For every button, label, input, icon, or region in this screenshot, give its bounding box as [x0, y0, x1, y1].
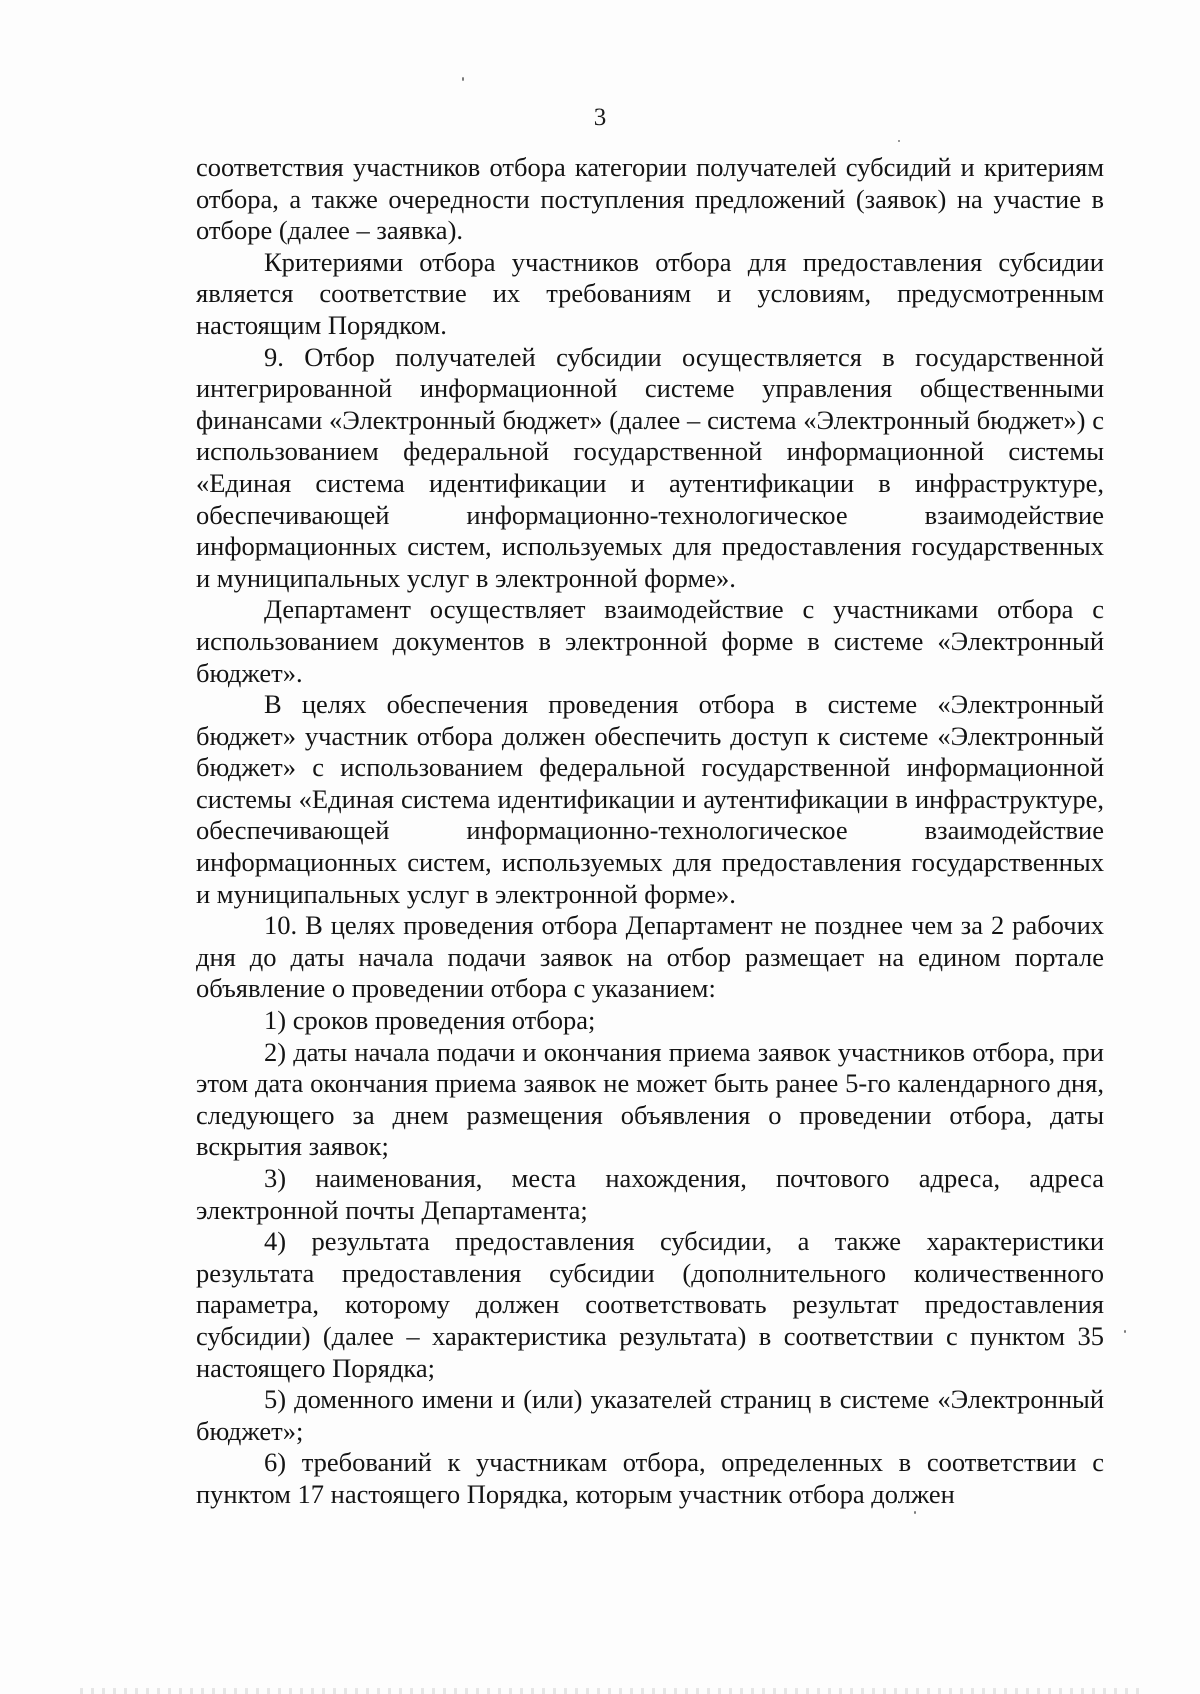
list-item-5: 5) доменного имени и (или) указателей страниц в системе «Электронный бюджет»;: [196, 1384, 1104, 1446]
page-number: 3: [593, 104, 607, 131]
paragraph-3: 9. Отбор получателей субсидии осуществляется в государственной интегрированной информационной системе управления общественными финансами «Электронный бюджет» (далее – система «Электронный бюджет») с использованием федеральной государственной информационной системы «Единая система идентификации и аутентификации в инфраструктуре, обеспечивающей информационно-технологическое взаимодействие информационных систем, используемых для предоставления государственных и муниципальных услуг в электронной форме».: [196, 341, 1104, 593]
scan-speck: [462, 77, 464, 81]
document-body: [196, 152, 1104, 1511]
scan-speck: [1124, 1330, 1126, 1333]
paragraph-4: Департамент осуществляет взаимодействие с участниками отбора с использованием документов в электронной форме в системе «Электронный бюджет».: [196, 594, 1104, 688]
paragraph-5: В целях обеспечения проведения отбора в системе «Электронный бюджет» участник отбора должен обеспечить доступ к системе «Электронный бюджет» с использованием федеральной государственной информационной системы «Единая система идентификации и аутентификации в инфраструктуре, обеспечивающей информационно-технологическое взаимодействие информационных систем, используемых для предоставления государственных и муниципальных услуг в электронной форме».: [196, 689, 1104, 909]
paragraph-2: Критериями отбора участников отбора для предоставления субсидии является соответствие их требованиям и условиям, предусмотренным настоящим Порядком.: [196, 246, 1104, 340]
list-item-1: 1) сроков проведения отбора;: [264, 1005, 596, 1036]
paragraph-1: соответствия участников отбора категории получателей субсидий и критериям отбора, а также очередности поступления предложений (заявок) на участие в отборе (далее – заявка).: [196, 152, 1104, 246]
scan-edge-noise: [80, 1688, 1140, 1694]
list-item-2: 2) даты начала подачи и окончания приема заявок участников отбора, при этом дата окончания приема заявок не может быть ранее 5-го календарного дня, следующего за днем размещения объявления о проведении отбора, даты вскрытия заявок;: [196, 1036, 1104, 1162]
scan-speck: [914, 1511, 916, 1514]
list-item-3: 3) наименования, места нахождения, почтового адреса, адреса электронной почты Департамента;: [196, 1163, 1104, 1225]
scan-speck: [898, 140, 900, 142]
list-item-6: 6) требований к участникам отбора, определенных в соответствии с пунктом 17 настоящего Порядка, которым участник отбора должен: [196, 1447, 1104, 1509]
paragraph-6: 10. В целях проведения отбора Департамент не позднее чем за 2 рабочих дня до даты начала подачи заявок на отбор размещает на едином портале объявление о проведении отбора с указанием:: [196, 910, 1104, 1004]
list-item-4: 4) результата предоставления субсидии, а также характеристики результата предоставления субсидии (дополнительного количественного параметра, которому должен соответствовать результат предоставления субсидии) (далее – характеристика результата) в соответствии с пунктом 35 настоящего Порядка;: [196, 1226, 1104, 1383]
